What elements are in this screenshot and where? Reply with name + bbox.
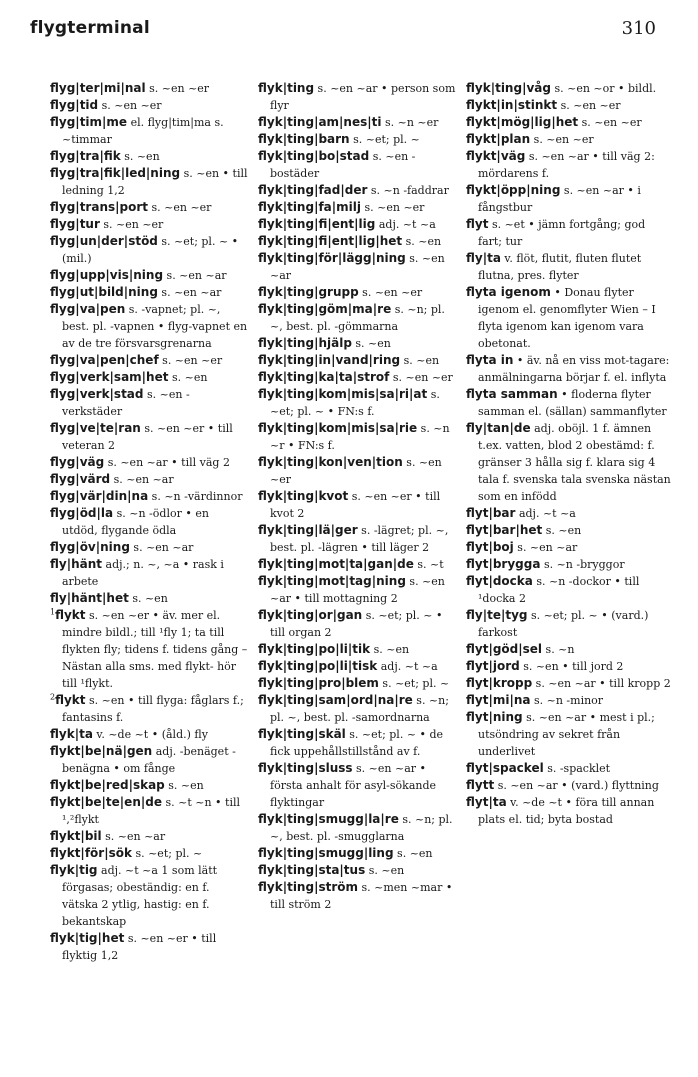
headword: flyt|spackel [466,761,544,775]
entry-definition: s. ~en ~er [145,82,210,95]
dictionary-entry [466,114,671,131]
dictionary-entry [50,148,248,165]
entry-definition: s. ~et; pl. ~ • (vard.) farkost [478,609,649,639]
headword: flykt|för|sök [50,846,132,860]
headword: flyg|verk|sam|het [50,370,169,384]
entry-definition: v. ~de ~t • föra till annan plats el. tid; byta bostad [478,796,655,826]
headword: flyk|ting|am|nes|ti [258,115,382,129]
homograph-number: 2 [50,692,56,702]
headword: fly|ta [466,251,501,265]
entry-definition: s. ~t [413,558,444,571]
entry-definition: v. ~de ~t • (åld.) fly [92,728,208,741]
entry-definition: s. ~n [542,643,575,656]
dictionary-entry [50,233,248,267]
entry-definition: s. ~et; pl. ~ • FN:s f. [270,388,440,418]
dictionary-entry [466,794,671,828]
entry-definition: s. ~en [402,235,442,248]
headword: flyta samman [466,387,558,401]
entry-definition: s. ~en [365,864,405,877]
entry-definition: s. ~en • till jord 2 [519,660,624,673]
headword: flyg|öd|la [50,506,114,520]
entry-definition: s. ~en ~er [578,116,642,129]
headword: flykt|in|stinkt [466,98,558,112]
dictionary-entry [258,182,458,199]
headword: flyt|ta [466,795,507,809]
entry-definition: s. ~n -minor [530,694,604,707]
entry-definition: s. -spacklet [543,762,611,775]
dictionary-entry [466,556,671,573]
entry-definition: s. ~en ~er [557,99,621,112]
dictionary-entry [466,352,671,386]
headword: flykt|plan [466,132,531,146]
dictionary-entry [50,930,248,964]
dictionary-entry [50,743,248,777]
entry-definition: s. ~n -bryggor [540,558,625,571]
headword: flyk|ting|kvot [258,489,349,503]
dictionary-entry [258,131,458,148]
entry-definition: s. ~en -verkstäder [62,388,190,418]
entry-definition: s. ~en ~er [530,133,594,146]
dictionary-entry [258,862,458,879]
entry-definition: s. -vapnet; pl. ~, best. pl. -vapnen • flyg-vapnet en av de tre försvarsgrenarna [62,303,248,350]
entry-definition: s. ~en -bostäder [270,150,416,180]
entry-definition: s. ~en ~ar [129,541,194,554]
entry-definition: s. -lägret; pl. ~, best. pl. -lägren • till läger 2 [270,524,449,554]
dictionary-entry [50,114,248,148]
headword: flyt|göd|sel [466,642,543,656]
headword: flyt|mi|na [466,693,531,707]
dictionary-entry [50,420,248,454]
dictionary-entry [50,505,248,539]
headword: flyk|ting|göm|ma|re [258,302,392,316]
dictionary-entry [258,352,458,369]
headword: flyg|värd [50,472,111,486]
dictionary-entry [466,777,671,794]
headword: flykt|be|te|en|de [50,795,162,809]
dictionary-entry [50,165,248,199]
entry-definition: s. ~et • jämn fortgång; god fart; tur [478,218,646,248]
headword: flyg|va|pen [50,302,126,316]
entry-definition: s. ~en [542,524,582,537]
headword: flyta in [466,353,514,367]
entry-definition: adj. -benäget -benägna • om fånge [62,745,236,775]
dictionary-entry [50,845,248,862]
dictionary-entry [466,539,671,556]
dictionary-entry [50,284,248,301]
headword: flyk|ting|sam|ord|na|re [258,693,413,707]
headword: fly|hänt [50,557,103,571]
headword: flyt|jord [466,659,520,673]
entry-definition: • Donau flyter igenom el. genomflyter Wien – I flyta igenom kan igenom vara obetonat. [478,286,656,350]
dictionary-entry [258,760,458,811]
headword: fly|hänt|het [50,591,129,605]
dictionary-entry [466,760,671,777]
entry-definition: s. ~en ~er [98,99,162,112]
entry-definition: s. ~en [393,847,433,860]
entry-definition: s. ~n -dockor • till ¹docka 2 [478,575,640,605]
dictionary-entry [466,80,671,97]
dictionary-entry [258,522,458,556]
dictionary-entry [50,726,248,743]
dictionary-entry [466,692,671,709]
dictionary-entry [466,505,671,522]
headword: flyg|ve|te|ran [50,421,141,435]
dictionary-entry [258,658,458,675]
dictionary-entry [258,301,458,335]
dictionary-entry [50,386,248,420]
dictionary-entry [258,488,458,522]
dictionary-entry [258,420,458,454]
dictionary-entry [466,97,671,114]
headword: flyg|upp|vis|ning [50,268,164,282]
entry-definition: el. flyg|tim|ma s. ~timmar [62,116,224,146]
headword: flyt|boj [466,540,514,554]
entry-definition: s. ~en ~ar • till mottagning 2 [270,575,445,605]
headword: flyk|ting|ka|ta|strof [258,370,390,384]
headword: flykt|väg [466,149,526,163]
dictionary-entry [50,794,248,828]
headword: flyk|ting|fad|der [258,183,368,197]
dictionary-entry [258,216,458,233]
dictionary-entry [258,250,458,284]
entry-definition: adj. ~t ~a [515,507,576,520]
entry-definition: s. ~et; pl. ~ [349,133,420,146]
dictionary-entry [258,845,458,862]
headword: flyg|tim|me [50,115,128,129]
dictionary-entry [258,369,458,386]
entry-definition: s. ~en ~ar [110,473,174,486]
headword: flyk|tig|het [50,931,125,945]
headword: flyg|trans|port [50,200,148,214]
entry-definition: adj. ~t ~a [377,660,438,673]
entry-definition: s. ~en ~or • bildl. [550,82,657,95]
dictionary-entry [258,335,458,352]
entry-definition: s. ~en ~ar • i fångstbur [478,184,641,214]
headword: flyk|ting|barn [258,132,350,146]
headword: flykt|mög|lig|het [466,115,579,129]
dictionary-entry [466,573,671,607]
headword: flyk|ting|fi|ent|lig|het [258,234,403,248]
dictionary-entry [50,692,248,726]
entry-definition: s. ~en [400,354,440,367]
entry-definition: s. ~n -faddrar [367,184,449,197]
entry-definition: s. ~en ~ar [163,269,227,282]
headword: flyt|docka [466,574,533,588]
dictionary-column-3 [466,80,671,828]
headword: flyg|verk|stad [50,387,144,401]
entry-definition: s. ~en ~ar • mest i pl.; utsöndring av sekret från underlivet [478,711,655,758]
entry-definition: s. ~men ~mar • till ström 2 [270,881,453,911]
dictionary-entry [466,182,671,216]
dictionary-entry [258,114,458,131]
headword: flyk|ting|smugg|ling [258,846,394,860]
dictionary-entry [258,675,458,692]
headword: fly|te|tyg [466,608,528,622]
entry-definition: s. ~en [128,592,168,605]
headword: flyk|ting|sta|tus [258,863,366,877]
dictionary-entry [466,131,671,148]
headword: flyg|un|der|stöd [50,234,158,248]
entry-definition: s. ~n; pl. ~, best. pl. -smugglarna [270,813,453,843]
dictionary-entry [50,97,248,114]
entry-definition: s. ~et; pl. ~ [131,847,203,860]
entry-definition: s. ~en • till ledning 1,2 [62,167,248,197]
entry-definition: s. ~en ~ar • till väg 2 [104,456,230,469]
entry-definition: s. ~en ~ar • person som flyr [270,82,456,112]
headword: flykt [55,693,86,707]
entry-definition: s. ~en [164,779,204,792]
headword: flyk|ting|kom|mis|sa|rie [258,421,418,435]
homograph-number: 1 [50,607,56,617]
dictionary-entry [258,386,458,420]
dictionary-entry [258,692,458,726]
entry-definition: • floderna flyter samman el. (sällan) sammanflyter [478,388,667,418]
dictionary-entry [466,386,671,420]
entry-definition: s. ~et; pl. ~ • (mil.) [62,235,239,265]
entry-definition: s. ~en ~ar [513,541,578,554]
headword: flyk|ting|fa|milj [258,200,361,214]
entry-definition: s. ~n; pl. ~, best. pl. -samordnarna [270,694,449,724]
dictionary-entry [258,556,458,573]
headword: flyk|ting|in|vand|ring [258,353,401,367]
entry-definition: s. ~n -ödlor • en utdöd, flygande ödla [62,507,209,537]
dictionary-entry [466,420,671,505]
dictionary-entry [50,199,248,216]
dictionary-entry [258,879,458,913]
entry-definition: s. ~en [370,643,410,656]
dictionary-entry [258,607,458,641]
entry-definition: adj.; n. ~, ~a • rask i arbete [62,558,224,588]
entry-definition: • äv. nå en viss mot-tagare: anmälningarna börjar f. el. inflyta [478,354,670,384]
entry-definition: s. ~en • till flyga: fåglars f.; fantasins f. [62,694,244,724]
headword: flyg|tur [50,217,100,231]
headword: flyk|ting|våg [466,81,551,95]
entry-definition: s. ~en ~er [389,371,453,384]
dictionary-entry [50,862,248,930]
entry-definition: s. ~et; pl. ~ • de fick uppehållstillstånd av f. [270,728,444,758]
dictionary-entry [258,284,458,301]
entry-definition: s. ~en ~er • äv. mer el. mindre bildl.; till ¹fly 1; ta till flykten fly; tidens f. tidens gång – Nästan alla sms. med flykt- hör till ¹flykt. [62,609,248,690]
entry-definition: s. ~n ~r • FN:s f. [270,422,450,452]
headword: flyk|ting|po|li|tisk [258,659,378,673]
headword: flyg|ter|mi|nal [50,81,146,95]
entry-definition: s. ~en ~ar [157,286,222,299]
entry-definition: s. ~t ~n • till ¹,²flykt [62,796,241,826]
dictionary-entry [258,233,458,250]
headword: flyk|ting|grupp [258,285,359,299]
dictionary-entry [258,726,458,760]
headword: flytt [466,778,495,792]
headword: flyt|kropp [466,676,533,690]
headword: flyk|ting|or|gan [258,608,363,622]
dictionary-entry [50,80,248,97]
headword: flyk|tig [50,863,98,877]
page-number: 310 [621,18,656,39]
dictionary-entry [466,216,671,250]
headword: flyg|ut|bild|ning [50,285,158,299]
entry-definition: adj. oböjl. 1 f. ämnen t.ex. vatten, blod 2 obestämd: f. gränser 3 hålla sig f. klara sig 4 tala f. svenska tala svenska nästan som en infödd [478,422,671,503]
entry-definition: s. ~en [120,150,160,163]
headword: flyk|ting|hjälp [258,336,352,350]
guide-word: flygterminal [30,18,150,38]
headword: flyg|tra|fik [50,149,121,163]
entry-definition: s. ~en ~er • till veteran 2 [62,422,233,452]
entry-definition: s. ~en ~er [148,201,212,214]
headword: flyta igenom [466,285,551,299]
headword: flyk|ting|lä|ger [258,523,358,537]
dictionary-entry [466,522,671,539]
dictionary-entry [258,573,458,607]
dictionary-entry [466,709,671,760]
entry-definition: s. ~n ~er [381,116,439,129]
headword: flyk|ting|sluss [258,761,353,775]
entry-definition: s. ~en ~er [361,201,425,214]
dictionary-entry [50,556,248,590]
entry-definition: s. ~en ~ar [270,252,445,282]
dictionary-entry [466,284,671,352]
headword: flyt|bar|het [466,523,543,537]
entry-definition: s. ~en ~ar • första anhalt för asyl-sökande flyktingar [270,762,437,809]
dictionary-entry [50,539,248,556]
entry-definition: s. ~et; pl. ~ • till organ 2 [270,609,443,639]
dictionary-entry [258,641,458,658]
dictionary-entry [50,828,248,845]
headword: flyk|ting|bo|stad [258,149,370,163]
headword: fly|tan|de [466,421,531,435]
dictionary-entry [50,301,248,352]
headword: flyk|ting|kon|ven|tion [258,455,403,469]
entry-definition: s. ~en ~er • till flyktig 1,2 [62,932,217,962]
dictionary-entry [466,607,671,641]
headword: flyk|ting|fi|ent|lig [258,217,376,231]
entry-definition: s. ~en ~er [158,354,223,367]
dictionary-entry [50,607,248,692]
entry-definition: v. flöt, flutit, fluten flutet flutna, pres. flyter [478,252,642,282]
entry-definition: s. ~en ~er [358,286,423,299]
dictionary-entry [50,352,248,369]
headword: flyg|vär|din|na [50,489,149,503]
dictionary-entry [50,369,248,386]
dictionary-entry [50,454,248,471]
headword: flyk|ting|mot|tag|ning [258,574,406,588]
headword: flyk|ting|skäl [258,727,346,741]
headword: flyk|ting|po|li|tik [258,642,371,656]
dictionary-entry [466,250,671,284]
dictionary-entry [50,488,248,505]
entry-definition: s. ~en ~er [270,456,442,486]
headword: flyt|ning [466,710,523,724]
entry-definition: s. ~et; pl. ~ [378,677,450,690]
headword: flyk|ting|pro|blem [258,676,379,690]
headword: flyk|ting|smugg|la|re [258,812,399,826]
dictionary-entry [258,148,458,182]
entry-definition: s. ~n -värdinnor [148,490,243,503]
headword: flykt|be|red|skap [50,778,165,792]
headword: flyt|bar [466,506,516,520]
entry-definition: s. ~en [351,337,391,350]
dictionary-entry [466,148,671,182]
dictionary-entry [50,216,248,233]
headword: flyg|öv|ning [50,540,130,554]
dictionary-entry [466,658,671,675]
dictionary-column-1 [50,80,248,964]
entry-definition: s. ~en ~ar • (vard.) flyttning [494,779,659,792]
dictionary-entry [258,199,458,216]
headword: flyk|ting|ström [258,880,358,894]
headword: flykt|bil [50,829,102,843]
dictionary-entry [258,454,458,488]
dictionary-entry [50,590,248,607]
headword: flyg|tid [50,98,99,112]
headword: flyg|va|pen|chef [50,353,159,367]
dictionary-entry [50,267,248,284]
headword: flykt|be|nä|gen [50,744,153,758]
headword: flykt|öpp|ning [466,183,561,197]
headword: flyk|ta [50,727,93,741]
entry-definition: adj. ~t ~a [375,218,436,231]
headword: flyk|ting|mot|ta|gan|de [258,557,414,571]
headword: flyk|ting|kom|mis|sa|ri|at [258,387,428,401]
headword: flyk|ting|för|lägg|ning [258,251,406,265]
headword: flyg|väg [50,455,105,469]
entry-definition: s. ~en ~ar [101,830,166,843]
entry-definition: adj. ~t ~a 1 som lätt förgasas; obeständig: en f. vätska 2 ytlig, hastig: en f. bekantskap [62,864,218,928]
headword: flyg|tra|fik|led|ning [50,166,181,180]
entry-definition: s. ~en [168,371,208,384]
dictionary-entry [50,777,248,794]
dictionary-entry [466,641,671,658]
entry-definition: s. ~en ~ar • till kropp 2 [532,677,671,690]
headword: flyt|brygga [466,557,541,571]
dictionary-entry [258,811,458,845]
dictionary-column-2 [258,80,458,913]
entry-definition: s. ~n; pl. ~, best. pl. -gömmarna [270,303,445,333]
headword: flyt [466,217,489,231]
entry-definition: s. ~en ~er [99,218,164,231]
headword: flykt [55,608,86,622]
dictionary-entry [258,80,458,114]
entry-definition: s. ~en ~er • till kvot 2 [270,490,441,520]
dictionary-entry [50,471,248,488]
dictionary-entry [466,675,671,692]
headword: flyk|ting [258,81,315,95]
entry-definition: s. ~en ~ar • till väg 2: mördarens f. [478,150,655,180]
